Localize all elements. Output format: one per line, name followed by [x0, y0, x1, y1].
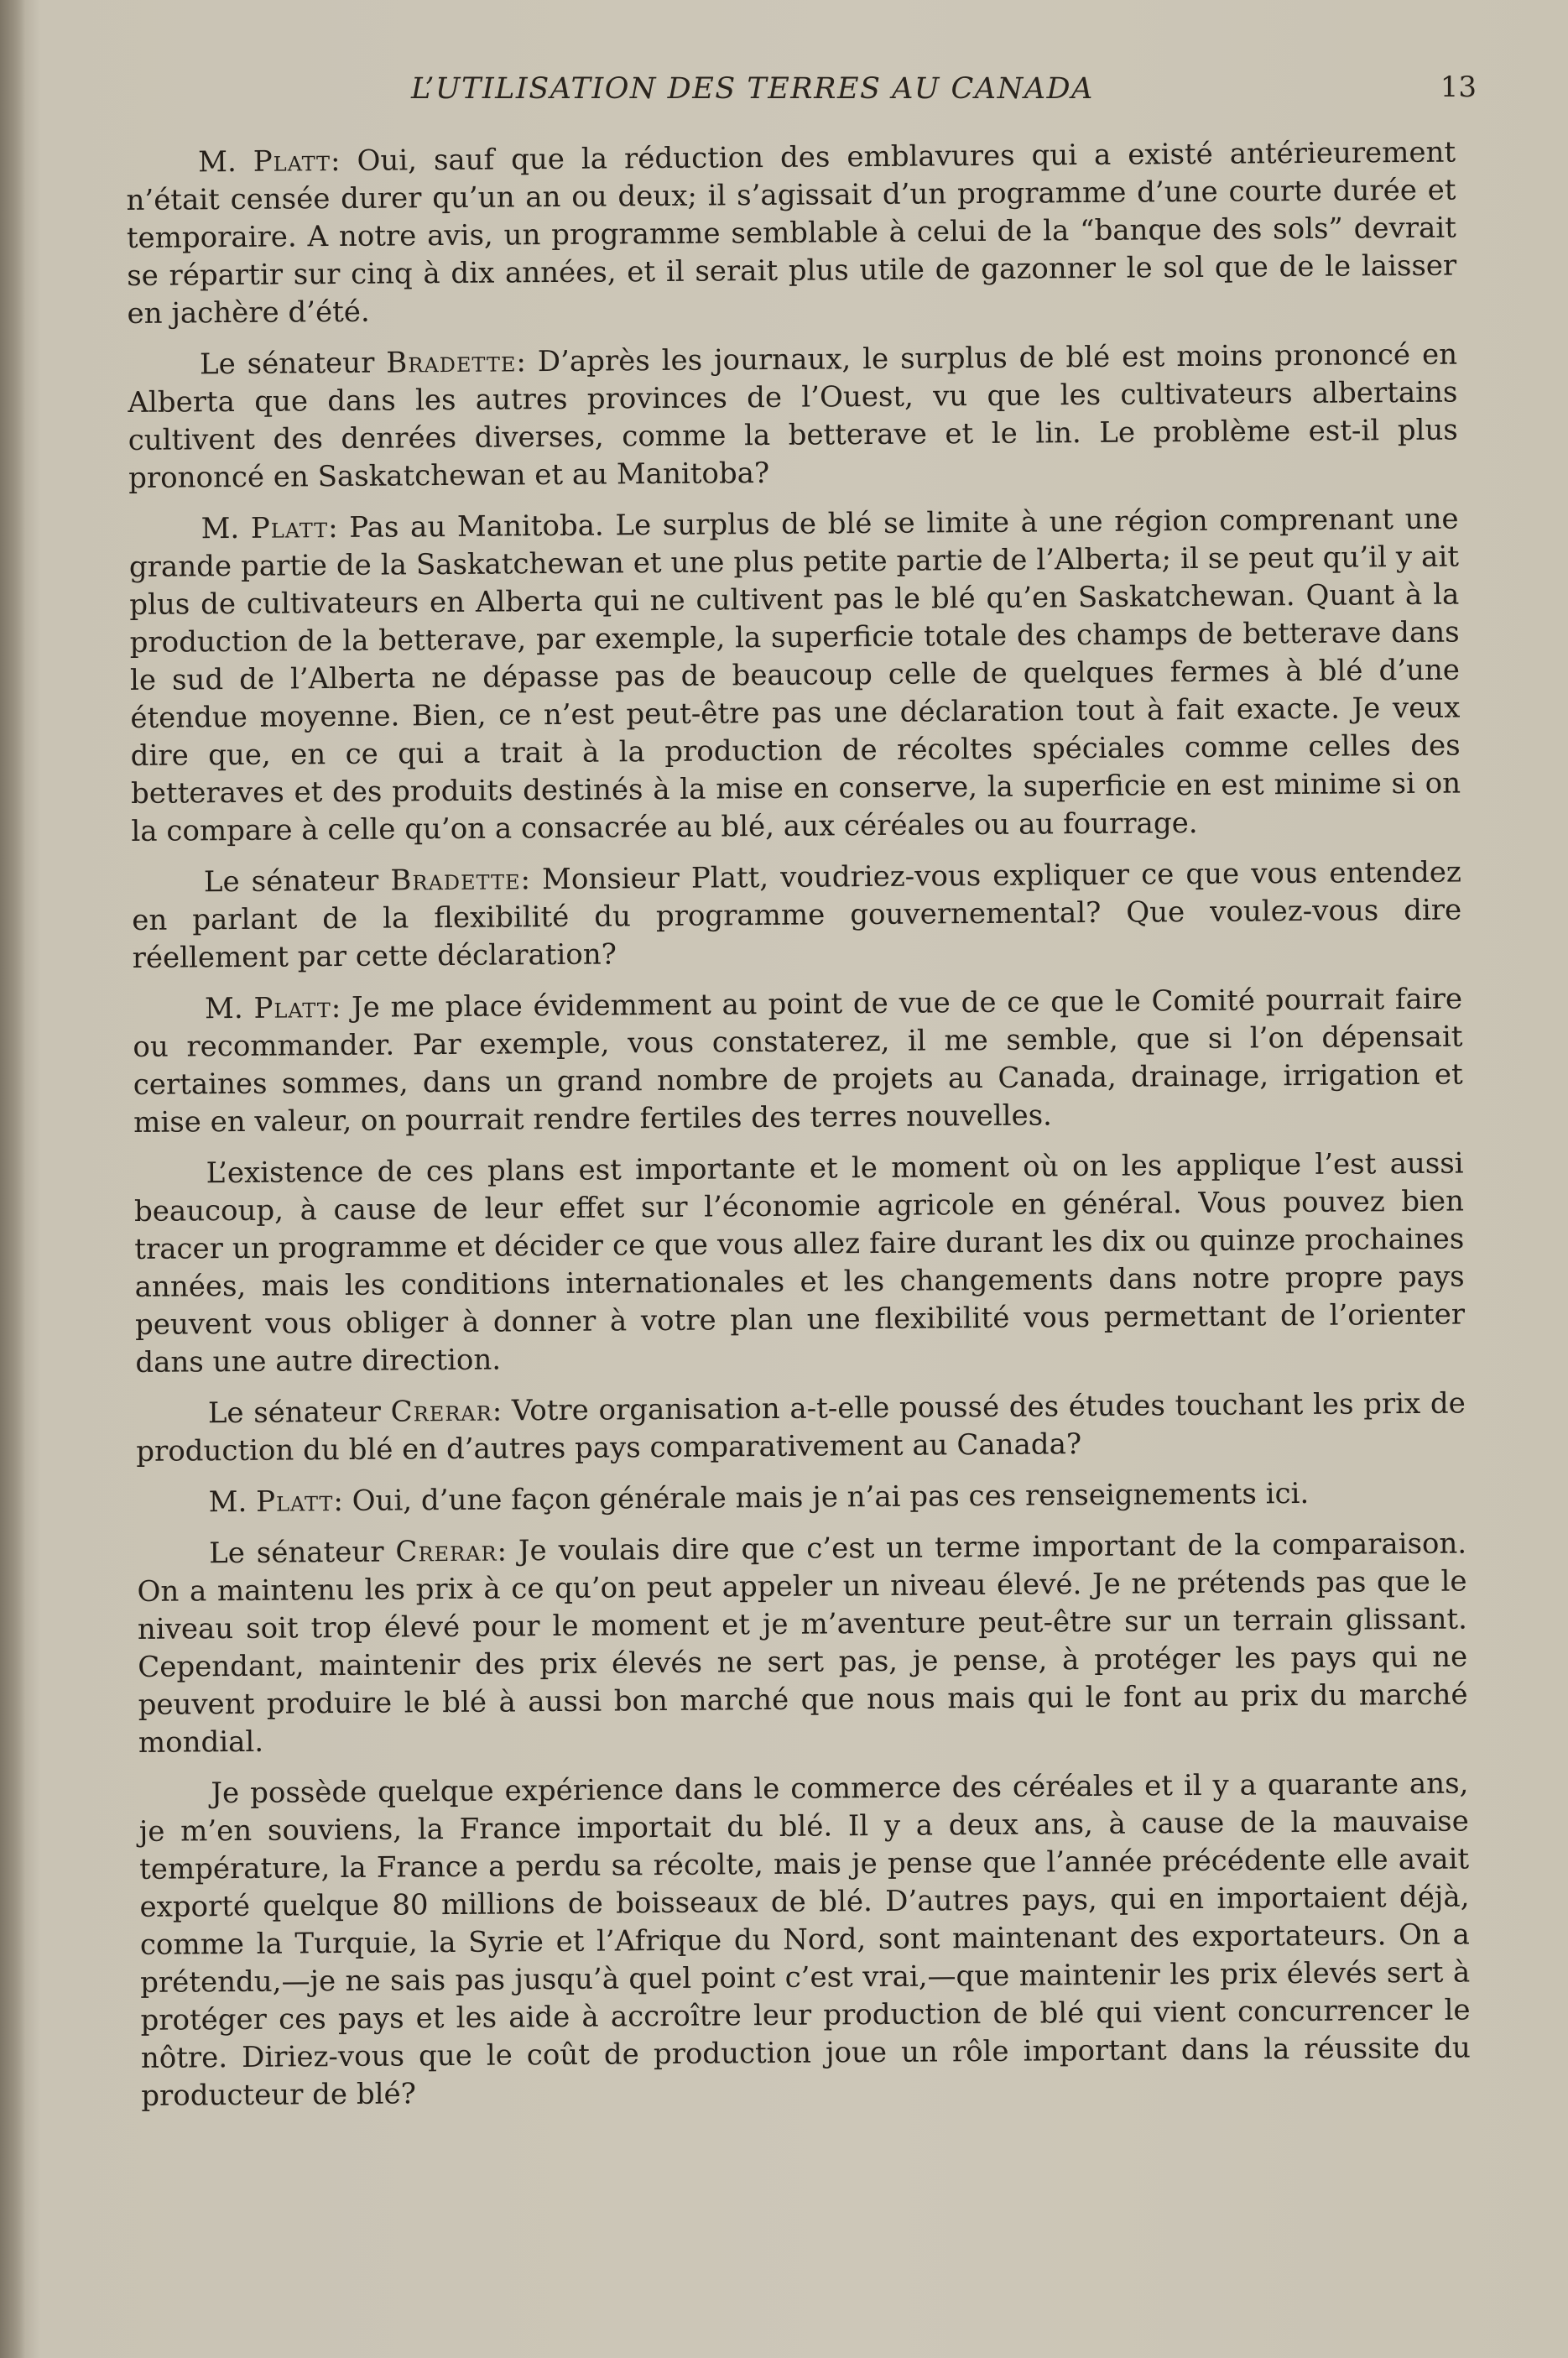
speaker-name: Bradette	[386, 345, 517, 380]
speaker-name: Platt	[255, 1484, 334, 1519]
speaker-prefix: Le sénateur	[199, 346, 375, 382]
paragraph-text: : Oui, d’une façon générale mais je n’ai pas ces renseignements ici.	[333, 1476, 1310, 1519]
speaker-name: Crerar	[390, 1394, 492, 1429]
paragraph-text: : Monsieur Platt, voudriez-vous expliquer ce que vous entendez en parlant de la flexibilité du programme gouvernemental? Que voulez-vous dire réellement par cette déclaration?	[132, 855, 1462, 975]
running-title: L’UTILISATION DES TERRES AU CANADA	[411, 72, 1094, 106]
paragraph-text: : D’après les journaux, le surplus de blé est moins prononcé en Alberta que dans les autres provinces de l’Ouest, vu que les cultivateurs albertains cultivent des denrées diverses, comme la betterave et le lin. Le problème est-il plus prononcé en Saskatchewan et au Manitoba?	[128, 337, 1458, 495]
speaker-prefix: M.	[201, 511, 240, 546]
paragraph	[133, 1145, 1465, 1382]
page-number: 13	[1440, 70, 1477, 104]
speaker-prefix: Le sénateur	[207, 1395, 382, 1431]
paragraph	[138, 1765, 1471, 2115]
paragraph	[128, 501, 1461, 851]
paragraph	[126, 134, 1457, 333]
speaker-prefix: M.	[208, 1484, 247, 1520]
running-header	[117, 65, 1477, 116]
paragraph	[137, 1474, 1466, 1522]
paragraph-text: : Je me place évidemment au point de vue de ce que le Comité pourrait faire ou recommander. Par exemple, vous constaterez, il me semble, que si l’on dépensait certaines sommes, dans un grand nombre de projets au Canada, drainage, irrigation et mise en valeur, on pourrait rendre fertiles des terres nouvelles.	[133, 982, 1463, 1140]
paragraph	[137, 1526, 1468, 1762]
paragraph-text: : Oui, sauf que la réduction des emblavures qui a existé antérieurement n’était censée durer qu’un an ou deux; il s’agissait d’un programme d’une courte durée et temporaire. A notre avis, un programme semblable à celui de la “banque des sols” devrait se répartir sur cinq à dix années, et il serait plus utile de gazonner le sol que de le laisser en jachère d’été.	[126, 135, 1457, 331]
speaker-name: Bradette	[390, 863, 521, 898]
paragraph-text: Je possède quelque expérience dans le commerce des céréales et il y a quarante ans, je m’en souviens, la France importait du blé. Il y a deux ans, à cause de la mauvaise température, la France a perdu sa récolte, mais je pense que l’année précédente elle avait exporté quelque 80 millions de boisseaux de blé. D’autres pays, qui en importaient déjà, comme la Turquie, la Syrie et l’Afrique du Nord, sont maintenant des exportateurs. On a prétendu,—je ne sais pas jusqu’à quel point c’est vrai,—que maintenir les prix élevés sert à protéger ces pays et les aide à accroître leur production de blé qui vient concurrencer le nôtre. Diriez-vous que le coût de production joue un rôle important dans la réussite du producteur de blé?	[138, 1766, 1472, 2113]
speaker-name: Platt	[250, 511, 329, 545]
speaker-name: Platt	[253, 144, 331, 179]
paragraph-text: : Je voulais dire que c’est un terme important de la comparaison. On a maintenu les prix à ce qu’on peut appeler un niveau élevé. Je ne prétends pas que le niveau soit trop élevé pour le moment et je m’aventure peut-être sur un terrain glissant. Cependant, maintenir des prix élevés ne sert pas, je pense, à protéger les pays qui ne peuvent produire le blé à aussi bon marché que nous mais qui le font au prix du marché mondial.	[137, 1526, 1468, 1760]
body-text	[126, 134, 1472, 2129]
binding-shadow	[0, 0, 25, 2358]
paragraph	[128, 336, 1458, 498]
speaker-prefix: Le sénateur	[203, 863, 379, 900]
paragraph-text: : Votre organisation a-t-elle poussé des études touchant les prix de production du blé en d’autres pays comparativement au Canada?	[136, 1386, 1466, 1469]
speaker-prefix: M.	[204, 991, 243, 1026]
paragraph	[136, 1385, 1466, 1471]
speaker-name: Platt	[253, 991, 331, 1025]
paragraph	[133, 981, 1463, 1142]
speaker-prefix: M.	[198, 144, 237, 180]
paragraph-text: L’existence de ces plans est importante et le moment où on les applique l’est aussi beaucoup, à cause de leur effet sur l’économie agricole en général. Vous pouvez bien tracer un programme et décider ce que vous allez faire durant les dix ou quinze prochaines années, mais les conditions internationales et les changements dans notre propre pays peuvent vous obliger à donner à votre plan une flexibilité vous permettant de l’orienter dans une autre direction.	[133, 1146, 1466, 1380]
paragraph	[132, 854, 1462, 978]
speaker-name: Crerar	[395, 1534, 497, 1569]
speaker-prefix: Le sénateur	[209, 1535, 384, 1571]
paragraph-text: : Pas au Manitoba. Le surplus de blé se limite à une région comprenant une grande partie de la Saskatchewan et une plus petite partie de l’Alberta; il se peut qu’il y ait plus de cultivateurs en Alberta qui ne cultivent pas le blé qu’en Saskatchewan. Quant à la production de la betterave, par exemple, la superficie totale des champs de betterave dans le sud de l’Alberta ne dépasse pas de beaucoup celle de quelques fermes à blé d’une étendue moyenne. Bien, ce n’est peut-être pas une déclaration tout à fait exacte. Je veux dire que, en ce qui a trait à la production de récoltes spéciales comme celles des betteraves et des produits destinés à la mise en conserve, la superficie en est minime si on la compare à celle qu’on a consacrée au blé, aux céréales ou au fourrage.	[128, 502, 1461, 848]
